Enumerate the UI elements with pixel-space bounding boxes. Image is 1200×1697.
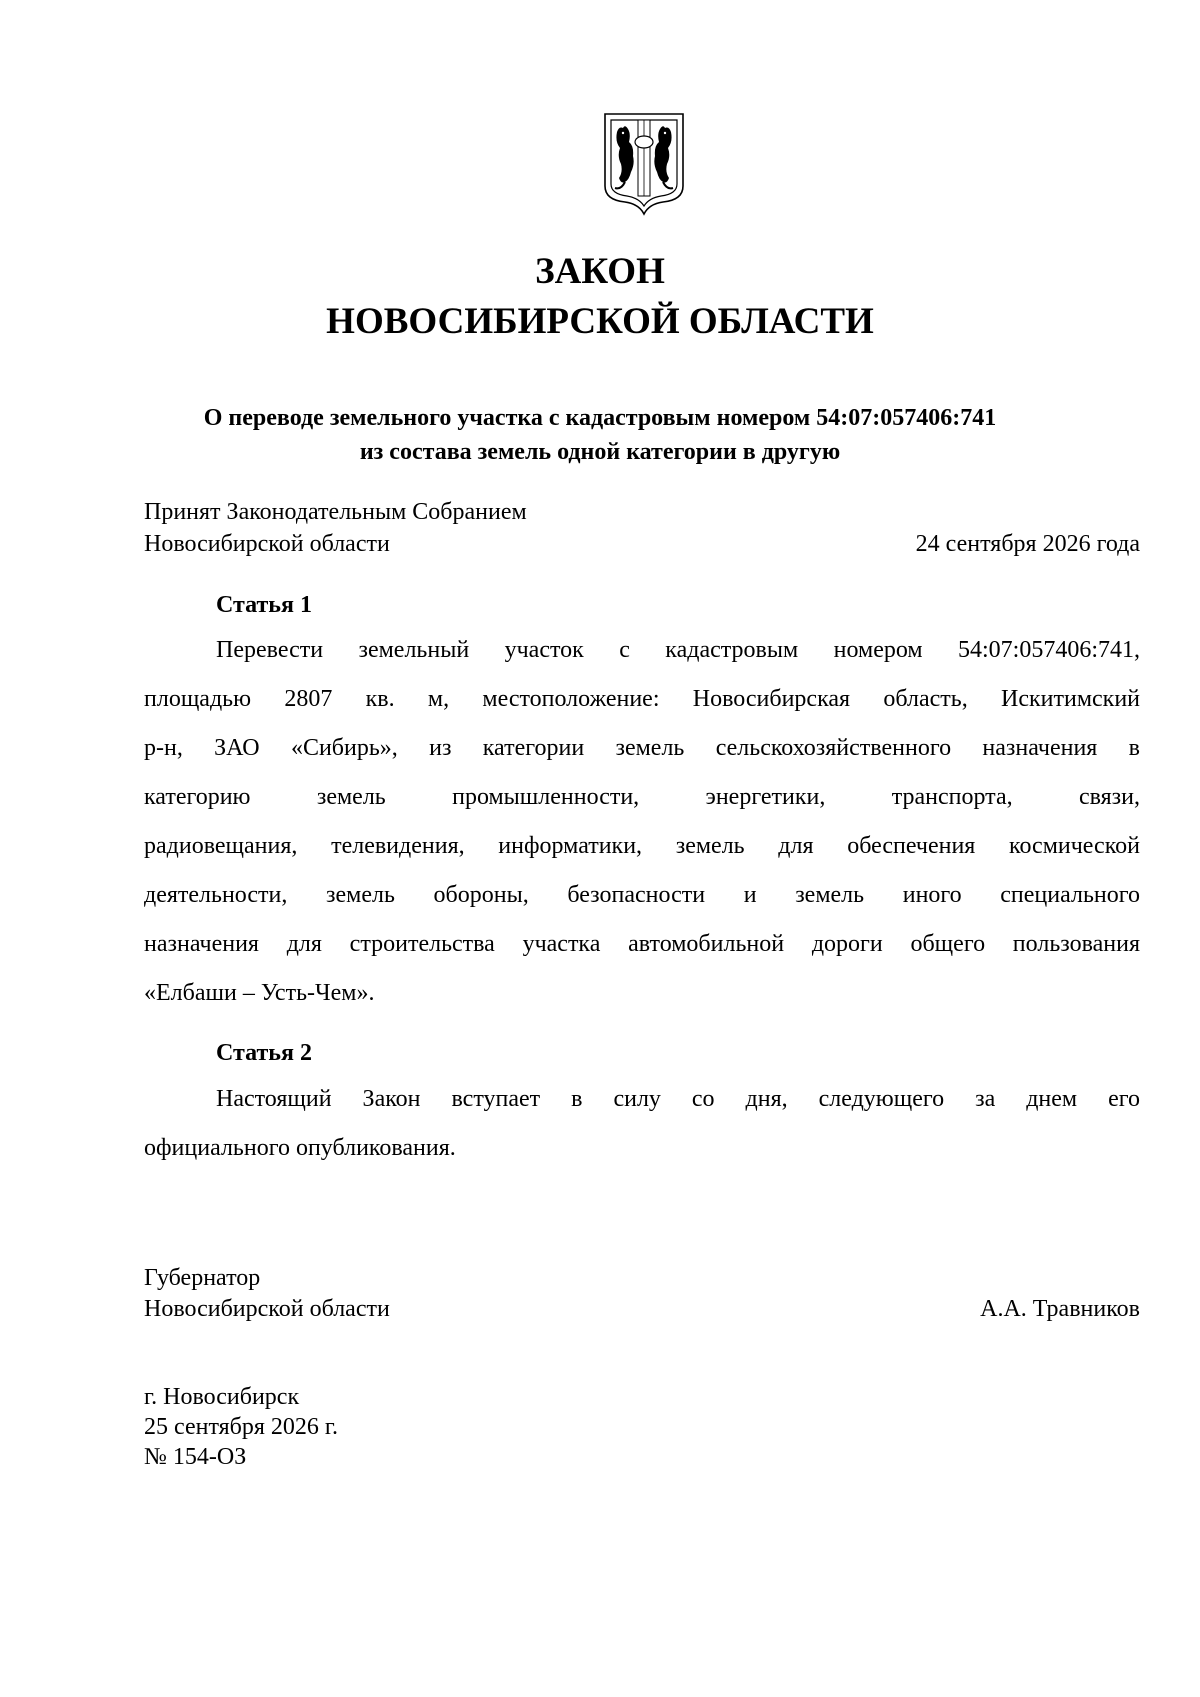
adoption-date: 24 сентября 2026 года xyxy=(915,531,1140,557)
article-1-line: радиовещания, телевидения, информатики, земель для обеспечения космической xyxy=(144,833,1140,859)
coat-of-arms-icon xyxy=(603,112,685,216)
signatory-name: А.А. Травников xyxy=(980,1296,1140,1322)
article-2-line: официального опубликования. xyxy=(144,1135,456,1161)
article-1-line: деятельности, земель обороны, безопасности и земель иного специального xyxy=(144,882,1140,908)
law-subject-line-2: из состава земель одной категории в другую xyxy=(359,439,841,465)
article-2-heading: Статья 2 xyxy=(216,1040,312,1066)
article-1-heading: Статья 1 xyxy=(216,592,312,618)
article-1-line: категорию земель промышленности, энергетики, транспорта, связи, xyxy=(144,784,1140,810)
article-2-text xyxy=(144,1075,1140,1173)
signatory-position-line-2: Новосибирской области xyxy=(144,1296,390,1322)
article-1-line: р-н, ЗАО «Сибирь», из категории земель сельскохозяйственного назначения в xyxy=(144,735,1140,761)
signatory-position-line-1: Губернатор xyxy=(144,1265,261,1291)
article-1-line: Перевести земельный участок с кадастровым номером 54:07:057406:741, xyxy=(216,637,1140,663)
law-number: № 154-ОЗ xyxy=(144,1444,247,1470)
place-of-signing: г. Новосибирск xyxy=(144,1384,300,1410)
article-1-line: назначения для строительства участка автомобильной дороги общего пользования xyxy=(144,931,1140,957)
document-type-title: ЗАКОН xyxy=(535,251,665,292)
adopted-by-line-1: Принят Законодательным Собранием xyxy=(144,499,527,525)
law-subject-line-1: О переводе земельного участка с кадастровым номером 54:07:057406:741 xyxy=(203,405,997,431)
signing-date: 25 сентября 2026 г. xyxy=(144,1414,339,1440)
issuing-region-title: НОВОСИБИРСКОЙ ОБЛАСТИ xyxy=(326,301,874,342)
adopted-by-line-2: Новосибирской области xyxy=(144,531,390,557)
article-1-line: «Елбаши – Усть-Чем». xyxy=(144,980,375,1006)
article-1-line: площадью 2807 кв. м, местоположение: Новосибирская область, Искитимский xyxy=(144,686,1140,712)
article-1-text xyxy=(144,626,1140,1018)
article-2-line: Настоящий Закон вступает в силу со дня, следующего за днем его xyxy=(216,1086,1140,1112)
